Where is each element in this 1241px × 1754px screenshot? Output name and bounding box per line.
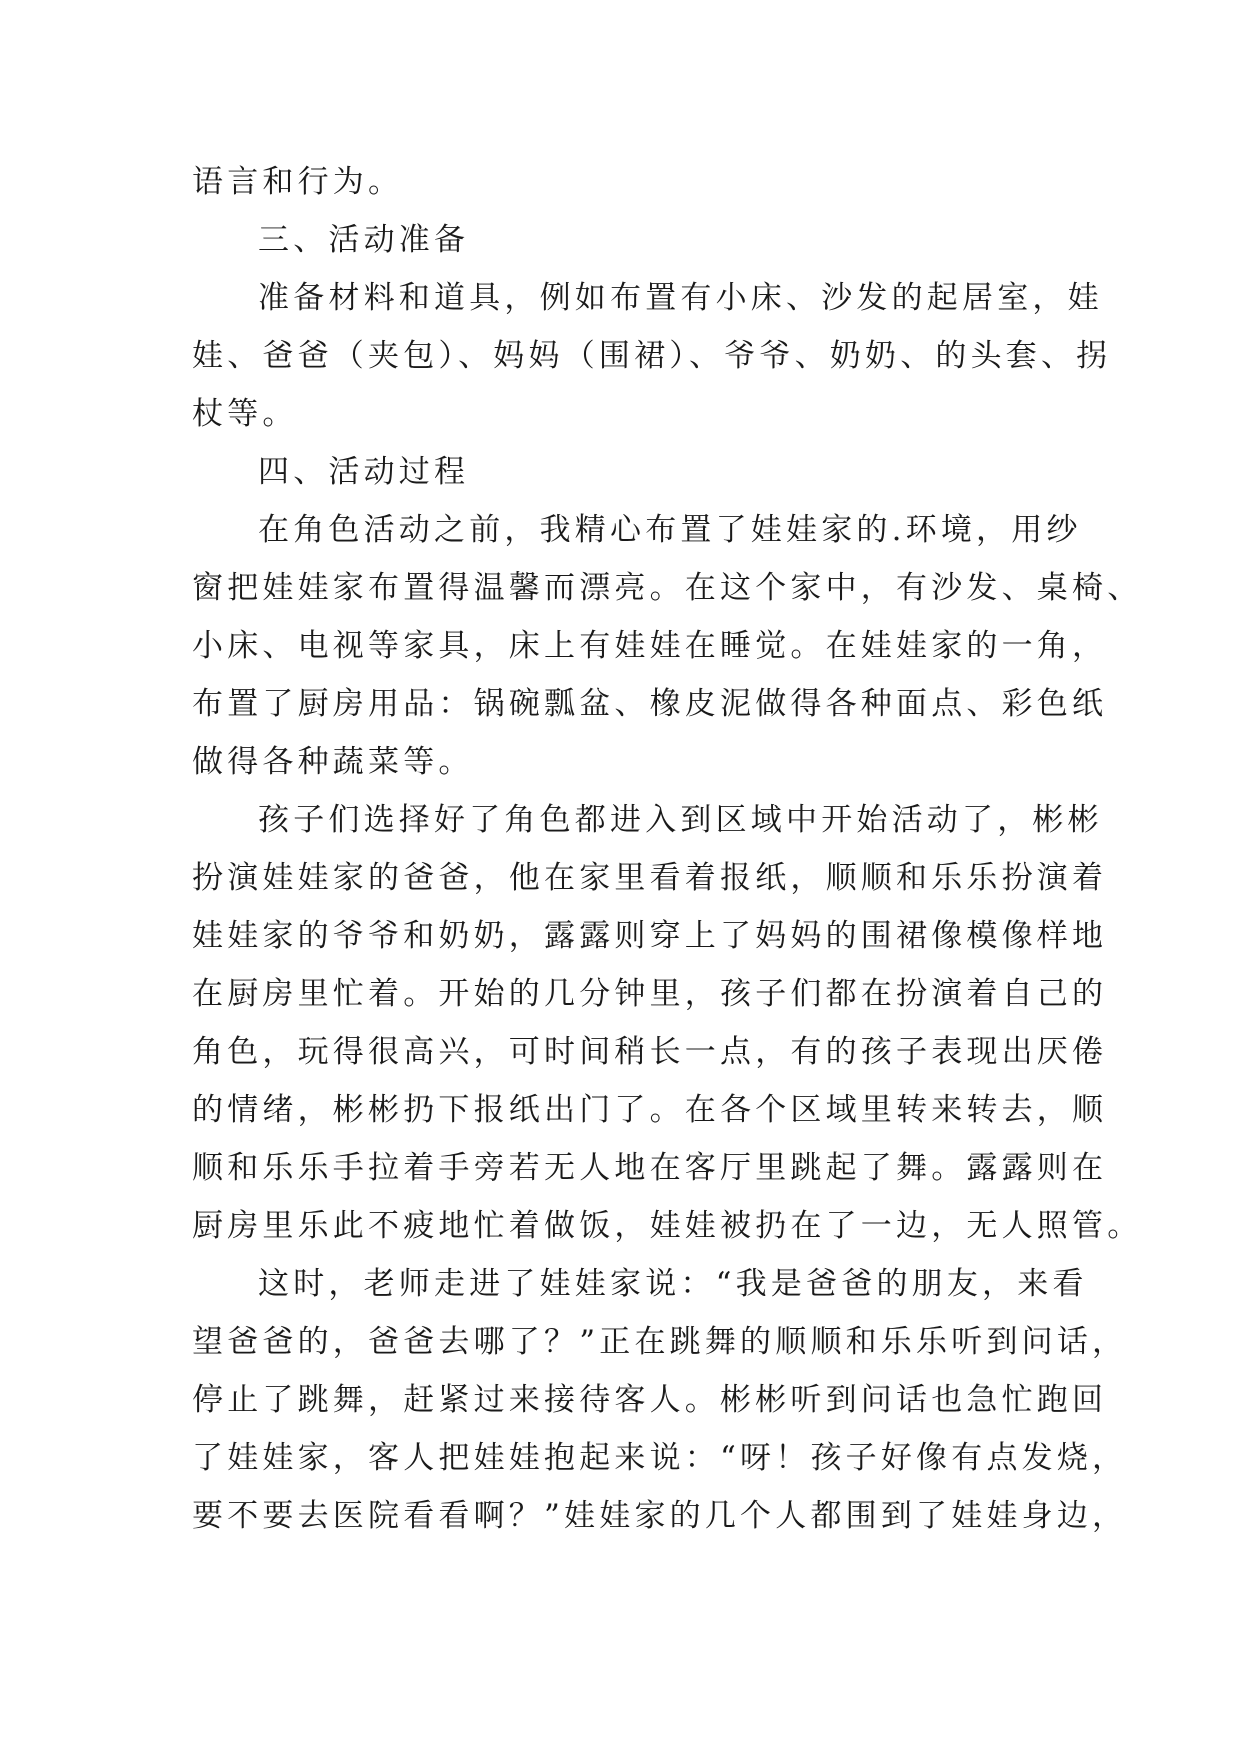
text-line: 停止了跳舞，赶紧过来接待客人。彬彬听到问话也急忙跑回 [192,1382,1108,1418]
section-heading: 四、活动过程 [258,454,470,490]
text-line: 要不要去医院看看啊？”娃娃家的几个人都围到了娃娃身边， [192,1498,1128,1534]
text-line: 做得各种蔬菜等。 [192,744,474,780]
text-line: 布置了厨房用品：锅碗瓢盆、橡皮泥做得各种面点、彩色纸 [192,686,1108,722]
text-line: 望爸爸的，爸爸去哪了？”正在跳舞的顺顺和乐乐听到问话， [192,1324,1128,1360]
text-line: 了娃娃家，客人把娃娃抱起来说：“呀！孩子好像有点发烧， [192,1440,1128,1476]
text-line: 在角色活动之前，我精心布置了娃娃家的.环境，用纱 [258,512,1082,548]
text-line: 杖等。 [192,396,298,432]
text-line: 厨房里乐此不疲地忙着做饭，娃娃被扔在了一边，无人照管。 [192,1208,1143,1244]
text-line: 窗把娃娃家布置得温馨而漂亮。在这个家中，有沙发、桌椅、 [192,570,1143,606]
text-line: 这时，老师走进了娃娃家说：“我是爸爸的朋友，来看 [258,1266,1088,1302]
text-line: 小床、电视等家具，床上有娃娃在睡觉。在娃娃家的一角， [192,628,1108,664]
text-line: 娃娃家的爷爷和奶奶，露露则穿上了妈妈的围裙像模像样地 [192,918,1108,954]
text-line: 语言和行为。 [192,164,404,200]
text-line: 的情绪，彬彬扔下报纸出门了。在各个区域里转来转去，顺 [192,1092,1108,1128]
text-line: 准备材料和道具，例如布置有小床、沙发的起居室，娃 [258,280,1103,316]
text-line: 顺和乐乐手拉着手旁若无人地在客厅里跳起了舞。露露则在 [192,1150,1108,1186]
text-line: 扮演娃娃家的爸爸，他在家里看着报纸，顺顺和乐乐扮演着 [192,860,1108,896]
text-line: 在厨房里忙着。开始的几分钟里，孩子们都在扮演着自己的 [192,976,1108,1012]
section-heading: 三、活动准备 [258,222,470,258]
text-line: 孩子们选择好了角色都进入到区域中开始活动了，彬彬 [258,802,1103,838]
text-line: 角色，玩得很高兴，可时间稍长一点，有的孩子表现出厌倦 [192,1034,1108,1070]
text-line: 娃、爸爸（夹包）、妈妈（围裙）、爷爷、奶奶、的头套、拐 [192,338,1112,374]
